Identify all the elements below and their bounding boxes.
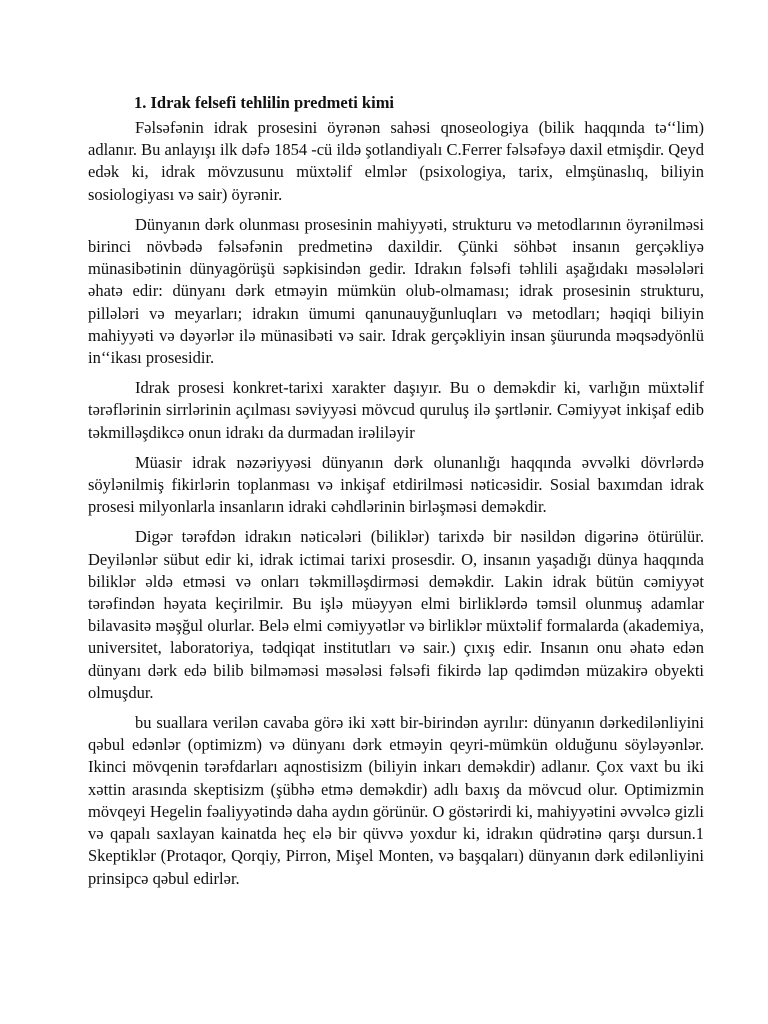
paragraph-3: Idrak prosesi konkret-tarixi xarakter daşıyır. Bu o deməkdir ki, varlığın müxtəlif tərəflərinin sirrlərinin açılması səviyyəsi mövcud quruluş ilə şərtlənir. Cəmiyyət inkişaf edib təkmilləşdikcə onun idrakı da durmadan irəliləyir	[88, 378, 704, 442]
paragraph-5: Digər tərəfdən idrakın nəticələri (biliklər) tarixdə bir nəsildən digərinə ötürülür. Deyilənlər sübut edir ki, idrak ictimai tarixi prosesdir. O, insanın yaşadığı dünya haqqında biliklər əldə etməsi və onları təkmilləşdirməsi deməkdir. Lakin idrak bütün cəmiyyət tərəfindən həyata keçirilmir. Bu işlə müəyyən elmi birliklərdə təmsil olunmuş adamlar bilavasitə məşğul olurlar. Belə elmi cəmiyyətlər və birliklər müxtəlif formalarda (akademiya, universitet, laboratoriya, tədqiqat institutları və sair.) çıxış edir. Insanın onu əhatə edən dünyanı dərk edə bilib bilməməsi məsələsi fəlsəfi fikirdə lap qədimdən müzakirə obyekti olmuşdur.	[88, 527, 704, 702]
document-body	[88, 92, 704, 898]
paragraph-6: bu suallara verilən cavaba görə iki xətt bir-birindən ayrılır: dünyanın dərkedilənliyini qəbul edənlər (optimizm) və dünyanı dərk etməyin qeyri-mümkün olduğunu söyləyənlər. Ikinci mövqenin tərəfdarları aqnostisizm (biliyin inkarı deməkdir) adlanır. Çox vaxt bu iki xəttin arasında skeptisizm (şübhə etmə deməkdir) adlı baxış da mövcud olur. Optimizmin mövqeyi Hegelin fəaliyyətində daha aydın görünür. O göstərirdi ki, mahiyyətini əvvəlcə gizli və qapalı saxlayan kainatda heç elə bir qüvvə yoxdur ki, idrakın qüdrətinə qarşı dursun.1 Skeptiklər (Protaqor, Qorqiy, Pirron, Mişel Monten, və başqaları) dünyanın dərk edilənliyini prinsipcə qəbul edirlər.	[88, 713, 704, 888]
section-heading: 1. Idrak felsefi tehlilin predmeti kimi	[134, 93, 395, 112]
paragraph-2: Dünyanın dərk olunması prosesinin mahiyyəti, strukturu və metodlarının öyrənilməsi birinci növbədə fəlsəfənin predmetinə daxildir. Çünki söhbət insanın gerçəkliyə münasibətinin dünyagörüşü səpkisindən gedir. Idrakın fəlsəfi təhlili aşağıdakı məsələləri əhatə edir: dünyanı dərk etməyin mümkün olub-olmaması; idrak prosesinin strukturu, pillələri və meyarları; idrakın ümumi qanunauyğunluqları və metodları; həqiqi biliyin mahiyyəti və dəyərlər ilə münasibəti və sair. Idrak gerçəkliyin insan şüurunda məqsədyönlü in‘‘ikası prosesidir.	[88, 214, 704, 368]
paragraph-1: Fəlsəfənin idrak prosesini öyrənən sahəsi qnoseologiya (bilik haqqında tə‘‘lim) adlanır. Bu anlayışı ilk dəfə 1854 -cü ildə şotlandiyalı C.Ferrer fəlsəfəyə daxil etmişdir. Qeyd edək ki, idrak mövzusunu müxtəlif elmlər (psixologiya, tarix, elmşünaslıq, biliyin sosiologiyası və sair) öyrənir.	[88, 118, 704, 204]
paragraph-4: Müasir idrak nəzəriyyəsi dünyanın dərk olunanlığı haqqında əvvəlki dövrlərdə söylənilmiş fikirlərin toplanması və inkişaf etdirilməsi nəticəsidir. Sosial baxımdan idrak prosesi milyonlarla insanların idraki cəhdlərinin birləşməsi deməkdir.	[88, 452, 704, 517]
